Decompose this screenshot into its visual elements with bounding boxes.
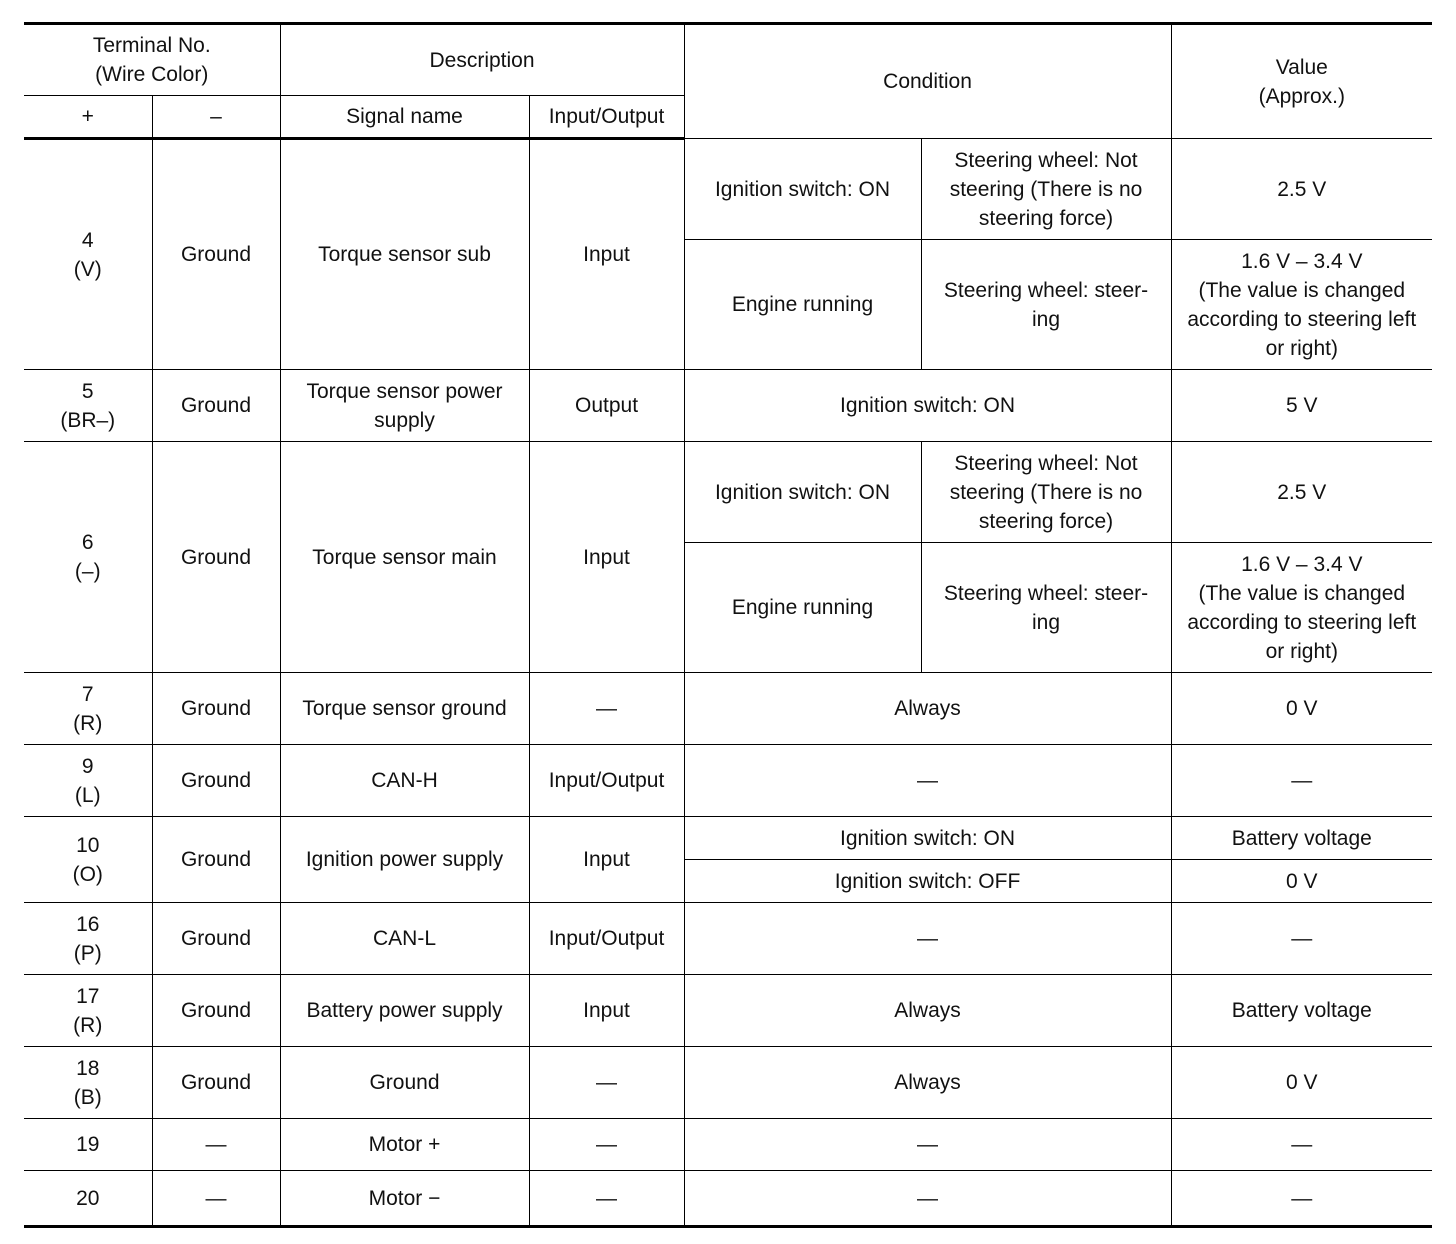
table-row bbox=[24, 975, 1432, 1047]
condition-cell: — bbox=[684, 1119, 1171, 1171]
table-row bbox=[24, 1171, 1432, 1227]
signal-name-cell: Ignition power supply bbox=[280, 817, 529, 903]
header-condition: Condition bbox=[684, 24, 1171, 139]
header-plus: + bbox=[24, 96, 152, 139]
io-cell: Input/Output bbox=[529, 745, 684, 817]
value-cell: 2.5 V bbox=[1171, 139, 1432, 240]
ground-cell: Ground bbox=[152, 139, 280, 370]
value-cell: 1.6 V – 3.4 V (The value is changed according to steering left or right) bbox=[1171, 240, 1432, 370]
condition-cell: Ignition switch: OFF bbox=[684, 860, 1171, 903]
table-row bbox=[24, 442, 1432, 543]
signal-name-cell: Motor + bbox=[280, 1119, 529, 1171]
header-input-output: Input/Output bbox=[529, 96, 684, 139]
signal-name-cell: Torque sensor sub bbox=[280, 139, 529, 370]
ground-cell: Ground bbox=[152, 975, 280, 1047]
signal-name-cell: Battery power supply bbox=[280, 975, 529, 1047]
table-row bbox=[24, 745, 1432, 817]
table-row bbox=[24, 1047, 1432, 1119]
io-cell: Input bbox=[529, 442, 684, 673]
condition-cell: Always bbox=[684, 673, 1171, 745]
ground-cell: Ground bbox=[152, 745, 280, 817]
condition-sub-cell: Steering wheel: Not steering (There is no steering force) bbox=[921, 442, 1171, 543]
ground-cell: Ground bbox=[152, 817, 280, 903]
io-cell: Output bbox=[529, 370, 684, 442]
ground-cell: Ground bbox=[152, 442, 280, 673]
io-cell: — bbox=[529, 1171, 684, 1227]
terminal-cell: 18 (B) bbox=[24, 1047, 152, 1119]
terminal-cell: 10 (O) bbox=[24, 817, 152, 903]
ground-cell: Ground bbox=[152, 1047, 280, 1119]
header-signal-name: Signal name bbox=[280, 96, 529, 139]
header-value: Value (Approx.) bbox=[1171, 24, 1432, 139]
value-cell: — bbox=[1171, 903, 1432, 975]
io-cell: Input bbox=[529, 139, 684, 370]
table-row bbox=[24, 903, 1432, 975]
condition-cell: Ignition switch: ON bbox=[684, 817, 1171, 860]
table-row bbox=[24, 673, 1432, 745]
io-cell: — bbox=[529, 673, 684, 745]
condition-sub-cell: Steering wheel: Not steering (There is no steering force) bbox=[921, 139, 1171, 240]
value-cell: Battery voltage bbox=[1171, 975, 1432, 1047]
io-cell: Input bbox=[529, 817, 684, 903]
terminal-cell: 19 bbox=[24, 1119, 152, 1171]
value-cell: 5 V bbox=[1171, 370, 1432, 442]
header-row-1 bbox=[24, 24, 1432, 96]
value-cell: — bbox=[1171, 1119, 1432, 1171]
terminal-cell: 4 (V) bbox=[24, 139, 152, 370]
io-cell: Input bbox=[529, 975, 684, 1047]
signal-name-cell: Ground bbox=[280, 1047, 529, 1119]
value-cell: 2.5 V bbox=[1171, 442, 1432, 543]
condition-cell: Ignition switch: ON bbox=[684, 370, 1171, 442]
condition-sub-cell: Steering wheel: steer- ing bbox=[921, 543, 1171, 673]
signal-name-cell: CAN-L bbox=[280, 903, 529, 975]
io-cell: Input/Output bbox=[529, 903, 684, 975]
table-row bbox=[24, 817, 1432, 860]
condition-main-cell: Engine running bbox=[684, 543, 921, 673]
value-cell: 0 V bbox=[1171, 860, 1432, 903]
signal-name-cell: CAN-H bbox=[280, 745, 529, 817]
terminal-cell: 16 (P) bbox=[24, 903, 152, 975]
value-cell: 0 V bbox=[1171, 673, 1432, 745]
value-cell: 0 V bbox=[1171, 1047, 1432, 1119]
terminal-cell: 20 bbox=[24, 1171, 152, 1227]
header-minus: – bbox=[152, 96, 280, 139]
ground-cell: Ground bbox=[152, 903, 280, 975]
table-row bbox=[24, 370, 1432, 442]
condition-cell: Always bbox=[684, 975, 1171, 1047]
table-row bbox=[24, 1119, 1432, 1171]
condition-cell: — bbox=[684, 745, 1171, 817]
condition-cell: Always bbox=[684, 1047, 1171, 1119]
condition-main-cell: Ignition switch: ON bbox=[684, 442, 921, 543]
header-description: Description bbox=[280, 24, 684, 96]
signal-name-cell: Torque sensor ground bbox=[280, 673, 529, 745]
ground-cell: — bbox=[152, 1171, 280, 1227]
condition-main-cell: Ignition switch: ON bbox=[684, 139, 921, 240]
value-cell: 1.6 V – 3.4 V (The value is changed according to steering left or right) bbox=[1171, 543, 1432, 673]
terminal-cell: 7 (R) bbox=[24, 673, 152, 745]
io-cell: — bbox=[529, 1119, 684, 1171]
signal-name-cell: Torque sensor power supply bbox=[280, 370, 529, 442]
condition-sub-cell: Steering wheel: steer- ing bbox=[921, 240, 1171, 370]
io-cell: — bbox=[529, 1047, 684, 1119]
terminal-cell: 17 (R) bbox=[24, 975, 152, 1047]
terminal-cell: 5 (BR–) bbox=[24, 370, 152, 442]
ground-cell: Ground bbox=[152, 673, 280, 745]
header-terminal: Terminal No. (Wire Color) bbox=[24, 24, 280, 96]
ground-cell: Ground bbox=[152, 370, 280, 442]
condition-main-cell: Engine running bbox=[684, 240, 921, 370]
terminal-cell: 6 (–) bbox=[24, 442, 152, 673]
terminal-cell: 9 (L) bbox=[24, 745, 152, 817]
terminal-spec-table bbox=[24, 22, 1432, 1228]
signal-name-cell: Torque sensor main bbox=[280, 442, 529, 673]
value-cell: Battery voltage bbox=[1171, 817, 1432, 860]
condition-cell: — bbox=[684, 1171, 1171, 1227]
table-row bbox=[24, 139, 1432, 240]
value-cell: — bbox=[1171, 1171, 1432, 1227]
value-cell: — bbox=[1171, 745, 1432, 817]
condition-cell: — bbox=[684, 903, 1171, 975]
signal-name-cell: Motor − bbox=[280, 1171, 529, 1227]
ground-cell: — bbox=[152, 1119, 280, 1171]
